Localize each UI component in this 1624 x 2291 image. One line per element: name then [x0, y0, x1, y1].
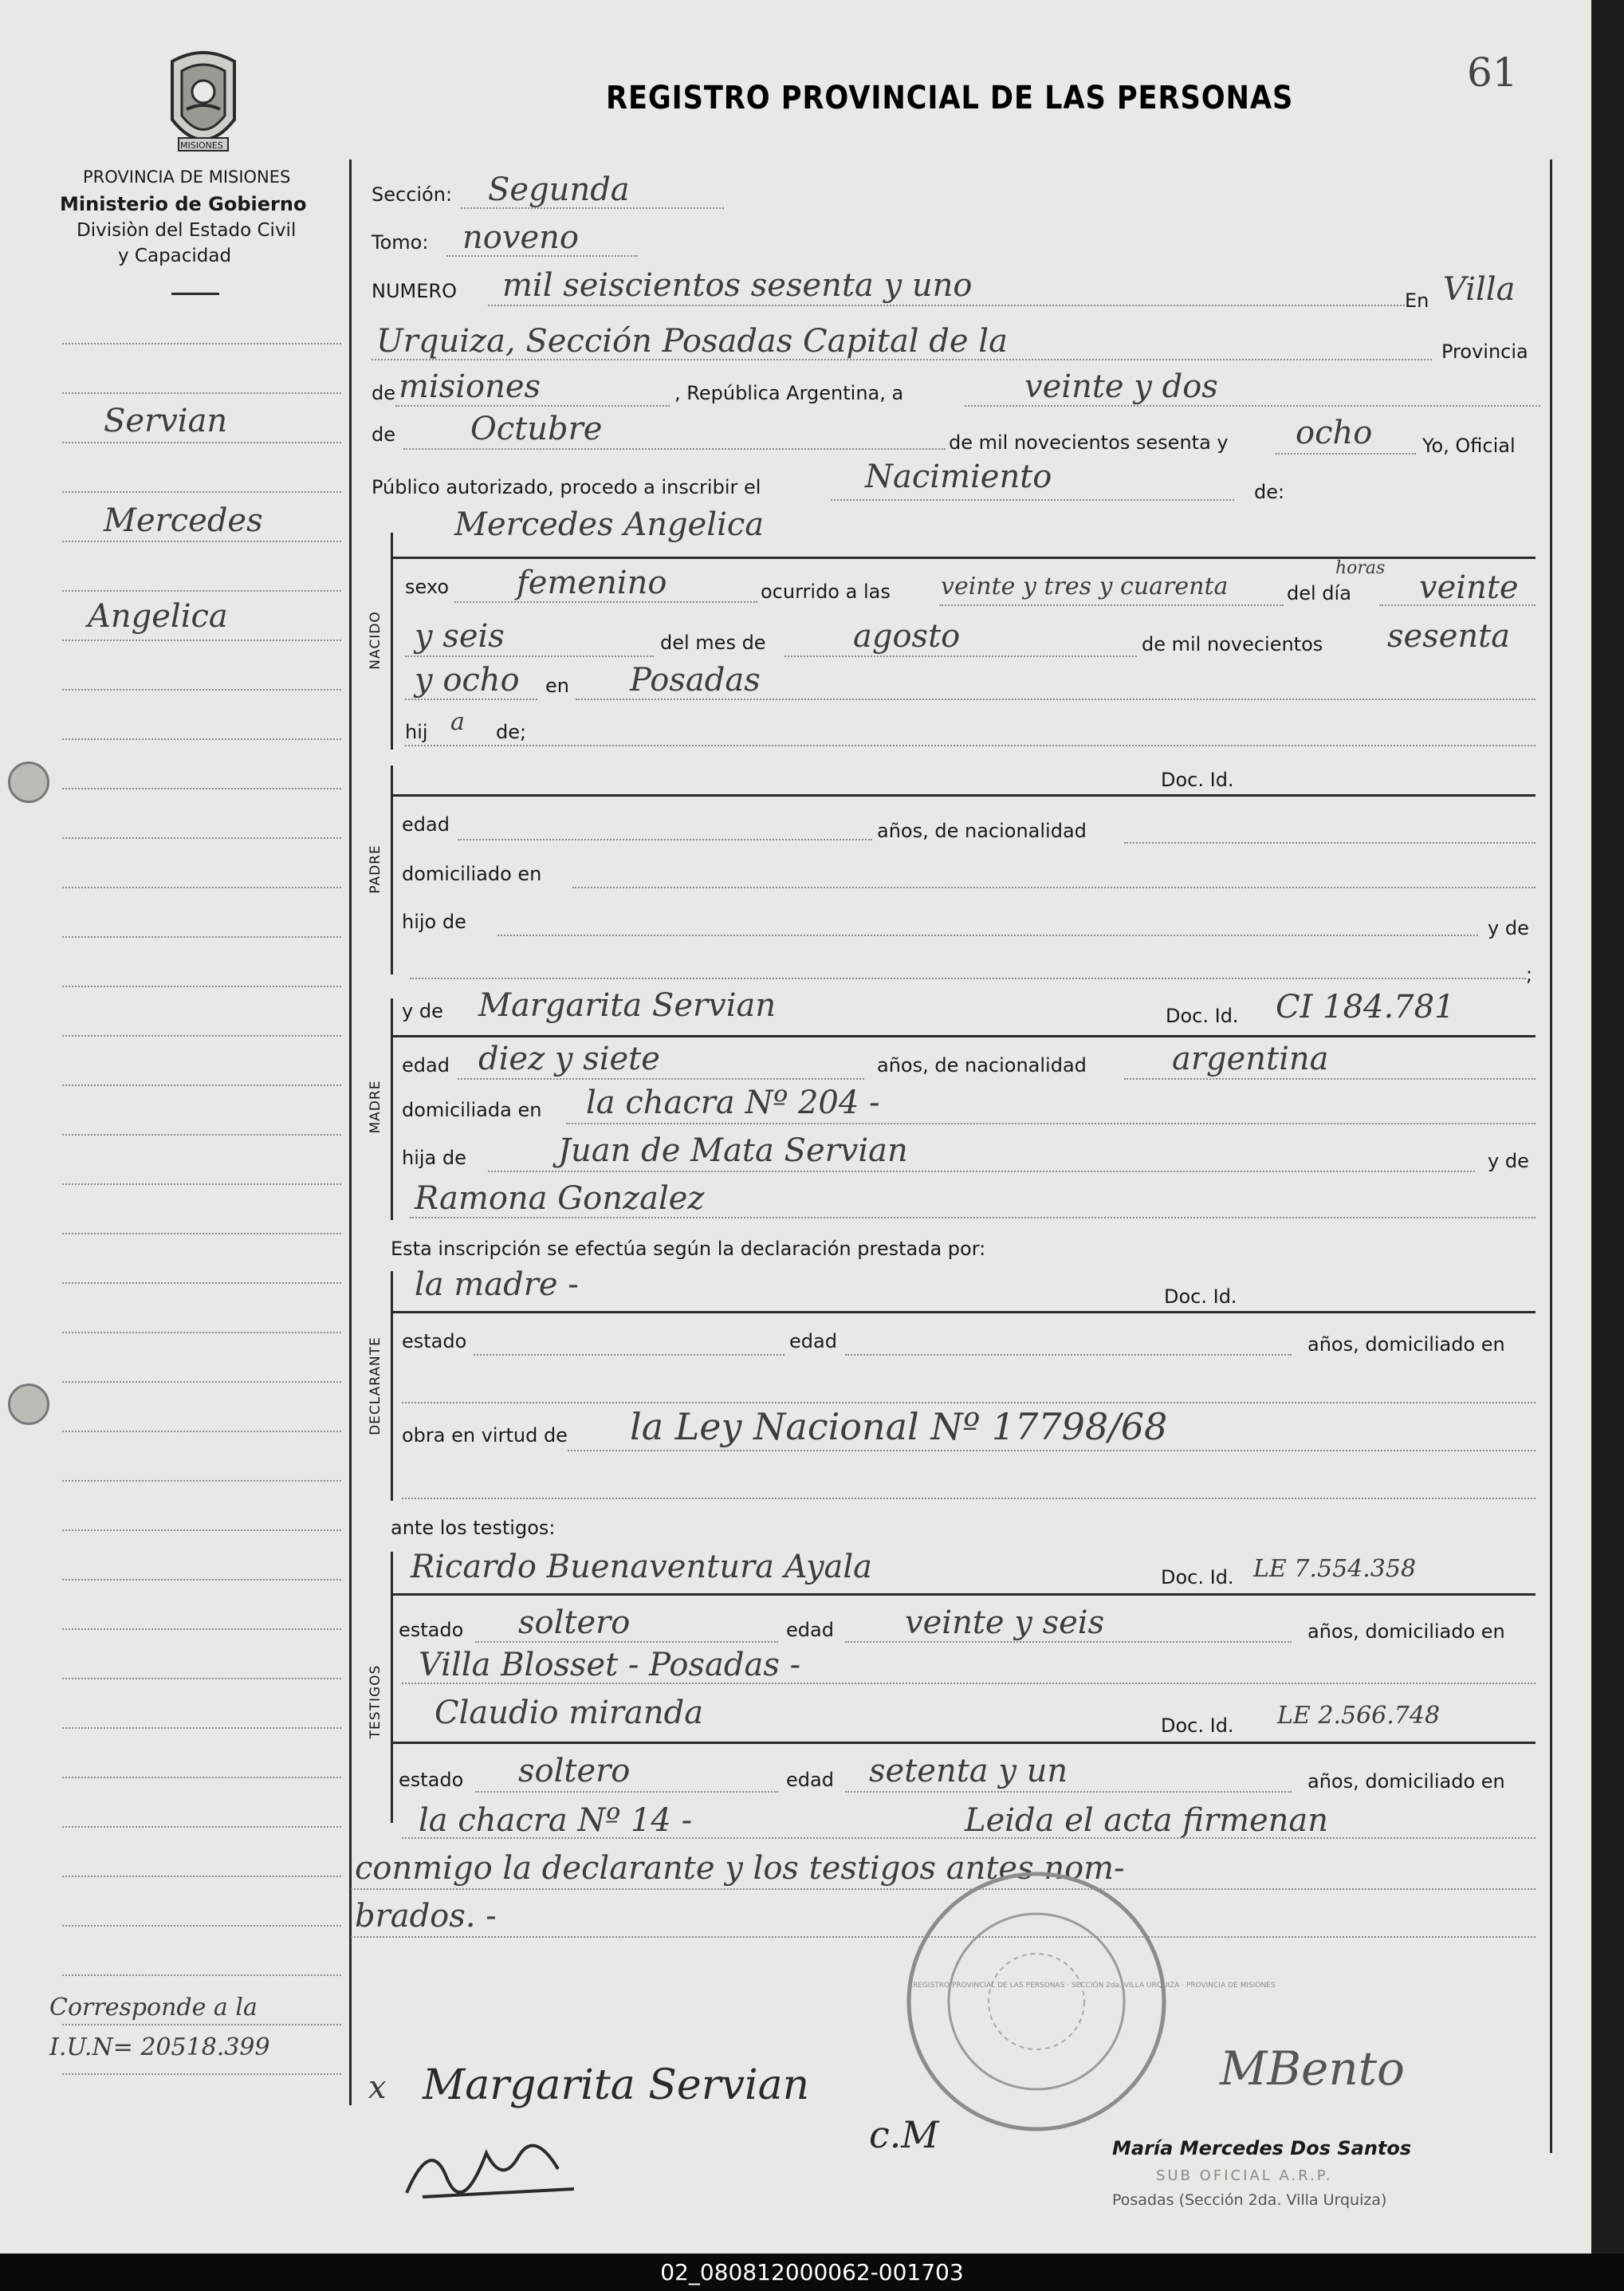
closing-line-2: conmigo la declarante y los testigos antes nom-	[355, 1850, 1125, 1887]
madre-y-de-label: y de	[402, 1000, 443, 1022]
testigo-1-estado-label: estado	[399, 1619, 464, 1641]
place-line-2: Urquiza, Sección Posadas Capital de la	[376, 323, 1008, 360]
hora-value: veinte y tres y cuarenta	[941, 573, 1229, 600]
right-vertical-rule	[1550, 159, 1552, 2153]
section-label-madre: MADRE	[368, 1080, 383, 1134]
org-line-1: PROVINCIA DE MISIONES	[83, 167, 291, 187]
officer-signature: MBento	[1220, 2041, 1405, 2096]
testigo-1-name: Ricardo Buenaventura Ayala	[411, 1549, 873, 1585]
year-label: de mil novecientos sesenta y	[949, 431, 1229, 454]
testigo-1-doc: LE 7.554.358	[1253, 1555, 1417, 1583]
ocurrido-label: ocurrido a las	[761, 581, 891, 603]
padre-domicilio-label: domiciliado en	[402, 863, 542, 885]
madre-nacionalidad: argentina	[1172, 1041, 1329, 1077]
declarante-estado-label: estado	[402, 1330, 467, 1352]
madre-name: Margarita Servian	[478, 987, 777, 1024]
month-value: Octubre	[470, 411, 603, 447]
declarante-edad-label: edad	[789, 1330, 837, 1352]
seccion-label: Sección:	[372, 183, 453, 206]
lugar-value: Posadas	[630, 662, 761, 699]
provincia-label: Provincia	[1441, 341, 1528, 363]
testigo-2-doc: LE 2.566.748	[1277, 1702, 1441, 1730]
testigo-1-edad: veinte y seis	[905, 1604, 1105, 1641]
hijo-suffix: a	[450, 708, 465, 736]
closing-line-3: brados. -	[355, 1898, 497, 1935]
madre-hija-label: hija de	[402, 1147, 466, 1169]
section-label-declarante: DECLARANTE	[368, 1336, 383, 1435]
madre-domicilio-label: domiciliada en	[402, 1099, 542, 1121]
declarante-obra: la Ley Nacional Nº 17798/68	[630, 1405, 1168, 1448]
signature-madre: Margarita Servian	[423, 2061, 810, 2109]
province-value: misiones	[399, 368, 541, 405]
testigo-2-estado-label: estado	[399, 1769, 464, 1791]
closing-line-1: Leida el acta firmenan	[965, 1802, 1329, 1839]
madre-y-de-label-2: y de	[1488, 1150, 1529, 1172]
signature-initials: c.M	[869, 2113, 939, 2156]
place-line-1: Villa	[1443, 271, 1516, 308]
testigo-2-estado: soltero	[518, 1753, 631, 1789]
madre-edad-label: edad	[402, 1054, 450, 1077]
sexo-label: sexo	[405, 576, 449, 598]
madre-madre-nombre: Ramona Gonzalez	[415, 1180, 705, 1217]
padre-doc-label: Doc. Id.	[1161, 769, 1234, 791]
anio-line-1: sesenta	[1387, 618, 1511, 655]
numero-value: mil seiscientos sesenta y uno	[502, 267, 973, 304]
tomo-label: Tomo:	[372, 231, 429, 254]
testigo-2-edad-label: edad	[786, 1769, 834, 1791]
mes-label: del mes de	[660, 632, 766, 654]
seal-text: MISIONES	[180, 140, 223, 151]
testigo-2-edad: setenta y un	[869, 1753, 1068, 1789]
en-label: En	[1405, 289, 1429, 312]
en-lugar-label: en	[545, 675, 569, 697]
madre-doc-label: Doc. Id.	[1166, 1005, 1239, 1027]
officer-place: Posadas (Sección 2da. Villa Urquiza)	[1112, 2191, 1387, 2209]
testigo-2-domicilio-label: años, domiciliado en	[1307, 1770, 1505, 1793]
declarante-nombre: la madre -	[415, 1266, 579, 1303]
dia-line-1: veinte	[1419, 569, 1519, 606]
seccion-value: Segunda	[488, 171, 630, 208]
margin-note-line-2: I.U.N= 20518.399	[49, 2033, 270, 2061]
year-value: ocho	[1296, 415, 1373, 451]
officer-title: SUB OFICIAL A.R.P.	[1156, 2167, 1333, 2184]
main-vertical-rule	[349, 159, 352, 2105]
org-line-2: Ministerio de Gobierno	[60, 193, 307, 215]
section-label-nacido: NACIDO	[368, 611, 383, 670]
hijo-label: hij	[405, 721, 428, 743]
madre-edad: diez y siete	[478, 1041, 660, 1077]
nacido-name: Mercedes Angelica	[454, 506, 765, 543]
signature-x-mark: x	[368, 2069, 387, 2106]
testigo-1-edad-label: edad	[786, 1619, 834, 1641]
hijo-de-label: de;	[496, 721, 527, 743]
publico-label: Público autorizado, procedo a inscribir el	[372, 476, 761, 498]
oficial-label: Yo, Oficial	[1422, 435, 1516, 457]
margin-name-second: Angelica	[88, 598, 228, 635]
declarante-domicilio-label: años, domiciliado en	[1307, 1333, 1505, 1356]
republica-label: , República Argentina, a	[674, 382, 904, 404]
padre-edad-label: edad	[402, 813, 450, 836]
binding-hole-bottom	[8, 1384, 49, 1425]
page-edge	[1591, 0, 1624, 2254]
testigo-1-doc-label: Doc. Id.	[1161, 1566, 1234, 1588]
mil-label: de mil novecientos	[1142, 633, 1323, 655]
margin-note-line-1: Corresponde a la	[49, 1994, 258, 2021]
signature-scribble-icon	[399, 2121, 582, 2209]
section-label-padre: PADRE	[368, 844, 383, 894]
testigo-2-name: Claudio miranda	[435, 1695, 704, 1731]
hora-extra: horas	[1335, 558, 1386, 578]
act-value: Nacimiento	[865, 459, 1052, 495]
binding-hole-top	[8, 762, 49, 803]
madre-padre-nombre: Juan de Mata Servian	[558, 1132, 908, 1169]
madre-nacionalidad-label: años, de nacionalidad	[877, 1054, 1087, 1077]
anio-line-2: y ocho	[415, 662, 520, 699]
padre-semicolon: ;	[1526, 963, 1533, 986]
org-line-4: y Capacidad	[118, 246, 232, 266]
de-label: de	[372, 382, 395, 404]
testigo-2-doc-label: Doc. Id.	[1161, 1714, 1234, 1737]
day-value: veinte y dos	[1024, 368, 1218, 405]
testigo-2-domicilio: la chacra Nº 14 -	[419, 1802, 693, 1839]
margin-name-first: Mercedes	[104, 502, 263, 539]
numero-label: NUMERO	[372, 280, 457, 302]
declarante-intro: Esta inscripción se efectúa según la declaración prestada por:	[391, 1238, 986, 1260]
margin-name-surname: Servian	[104, 403, 228, 439]
section-label-testigos: TESTIGOS	[368, 1664, 383, 1739]
testigo-1-domicilio-label: años, domiciliado en	[1307, 1620, 1505, 1643]
padre-nacionalidad-label: años, de nacionalidad	[877, 820, 1087, 842]
tomo-value: noveno	[462, 219, 579, 256]
padre-hijo-label: hijo de	[402, 911, 466, 933]
org-divider	[171, 293, 219, 295]
declarante-doc-label: Doc. Id.	[1164, 1285, 1237, 1308]
page-title: REGISTRO PROVINCIAL DE LAS PERSONAS	[606, 80, 1294, 116]
de-colon-label: de:	[1254, 481, 1285, 503]
de-label-2: de	[372, 423, 395, 446]
madre-domicilio: la chacra Nº 204 -	[586, 1084, 880, 1121]
testigos-intro: ante los testigos:	[391, 1517, 556, 1539]
dia-line-2: y seis	[415, 618, 505, 655]
image-code-bar: 02_080812000062-001703	[0, 2254, 1624, 2291]
del-dia-label: del día	[1287, 582, 1351, 604]
org-line-3: Divisiòn del Estado Civil	[77, 220, 297, 241]
sexo-value: femenino	[517, 565, 667, 601]
stamp-text: REGISTRO PROVINCIAL DE LAS PERSONAS · SECCIÓN 2da. VILLA URQUIZA · PROVINCIA DE MISIONES	[913, 1982, 1276, 1990]
testigo-1-domicilio: Villa Blosset - Posadas -	[419, 1647, 801, 1683]
declarante-obra-label: obra en virtud de	[402, 1424, 568, 1447]
official-stamp-icon	[901, 1866, 1172, 2137]
madre-doc: CI 184.781	[1276, 989, 1455, 1025]
page-number: 61	[1467, 49, 1518, 96]
mes-value: agosto	[853, 618, 961, 655]
testigo-1-estado: soltero	[518, 1604, 631, 1641]
padre-y-de-label: y de	[1488, 917, 1529, 939]
officer-name: María Mercedes Dos Santos	[1112, 2137, 1412, 2159]
